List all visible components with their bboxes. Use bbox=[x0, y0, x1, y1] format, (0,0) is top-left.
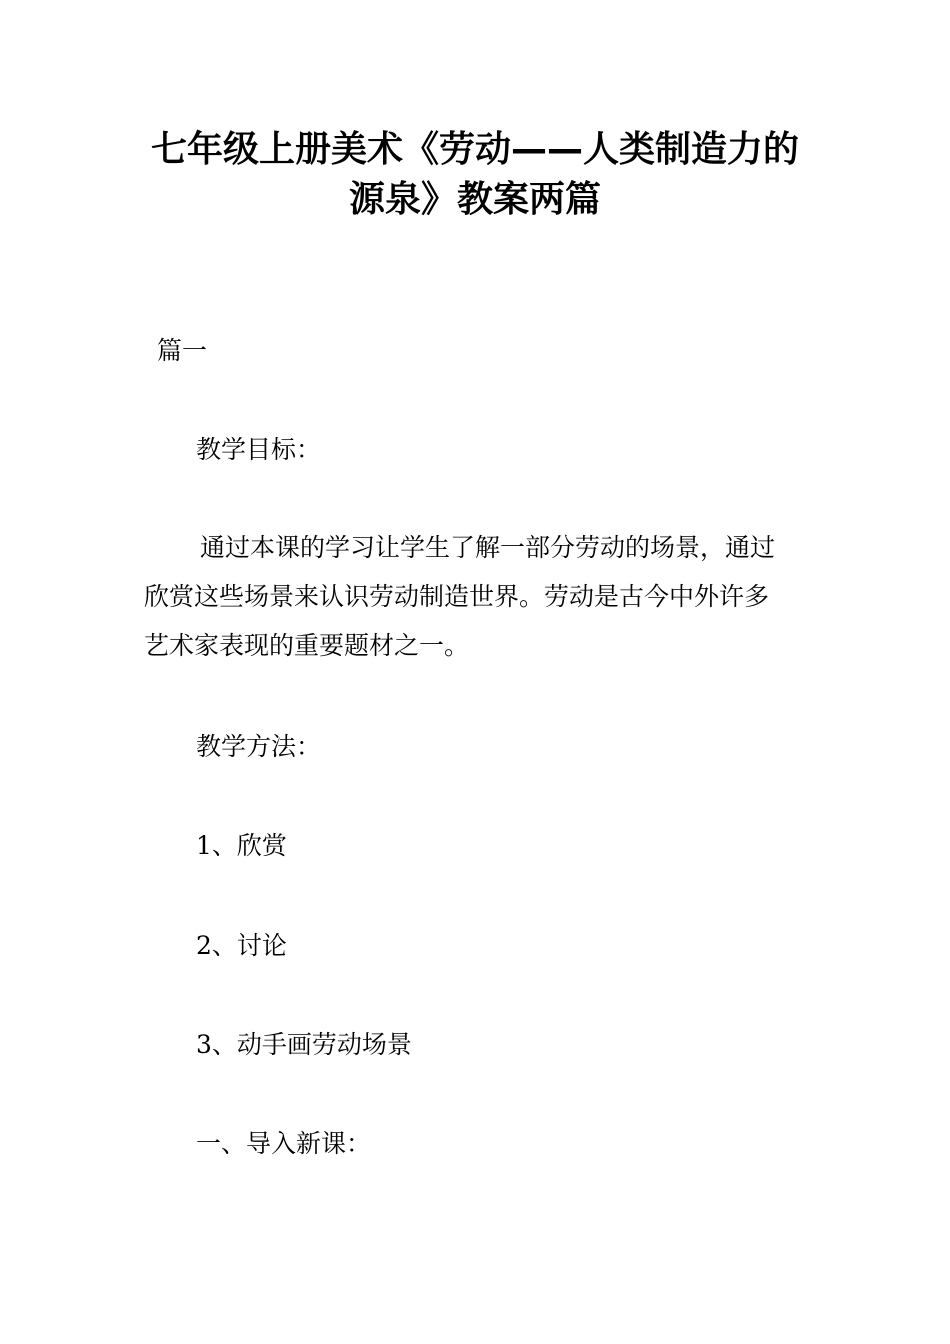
method-item-2: 2、讨论 bbox=[196, 931, 287, 960]
method-heading: 教学方法： bbox=[196, 732, 322, 761]
section-label: 篇一 bbox=[157, 336, 208, 365]
objective-line-1: 通过本课的学习让学生了解一部分劳动的场景，通过 bbox=[200, 533, 776, 562]
document-title-line-2: 源泉》教案两篇 bbox=[348, 179, 601, 220]
method-item-1: 1、欣赏 bbox=[196, 831, 287, 860]
objective-heading: 教学目标： bbox=[196, 435, 322, 464]
objective-line-3: 艺术家表现的重要题材之一。 bbox=[144, 631, 470, 660]
method-item-3: 3、动手画劳动场景 bbox=[196, 1030, 412, 1059]
intro-heading: 一、导入新课： bbox=[196, 1129, 372, 1158]
objective-paragraph bbox=[144, 531, 808, 678]
objective-line-2: 欣赏这些场景来认识劳动制造世界。劳动是古今中外许多 bbox=[144, 582, 770, 611]
document-title-line-1: 七年级上册美术《劳动——人类制造力的 bbox=[150, 129, 799, 170]
